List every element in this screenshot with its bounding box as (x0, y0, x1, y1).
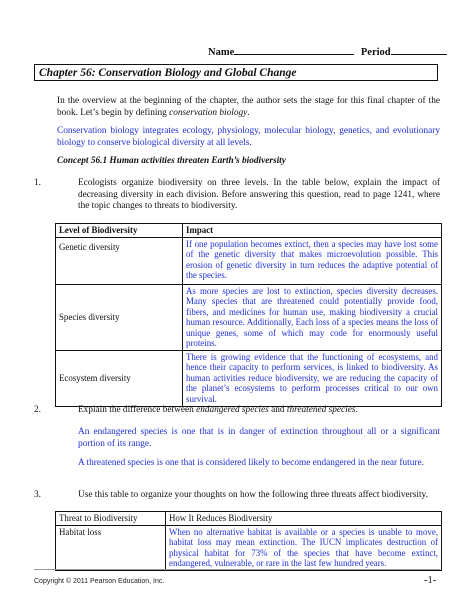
q3-text: Use this table to organize your thoughts on how the following three threats affect biodiversity. (78, 490, 428, 500)
q1-number: 1. (34, 178, 41, 188)
intro-text-end: . (247, 107, 250, 118)
q2-term-endangered: endangered species (196, 405, 269, 415)
q2-number: 2. (34, 405, 41, 415)
table-row (56, 284, 442, 350)
table-row (56, 350, 442, 406)
q2-answer-threatened: A threatened species is one that is considered likely to become endangered in the near future. (78, 458, 424, 468)
footer-divider (34, 569, 440, 570)
table-header-row (56, 224, 442, 238)
name-label: Name (208, 47, 235, 58)
q2-text (78, 405, 440, 417)
threats-table (55, 511, 442, 571)
col-header-threat: Threat to Biodiversity (56, 512, 166, 526)
level-cell: Species diversity (56, 284, 183, 350)
impact-cell[interactable]: As more species are lost to extinction, species diversity decreases. Many species that are threatened could potentially provide food, fibers, and medicines for human use, making biodiversity a crucial human resource. Additionally, Each loss of a species means the loss of unique genes, some of which may code for enormously useful proteins. (183, 284, 442, 350)
q2-answer-endangered: An endangered species is one that is in danger of extinction throughout all or a significant portion of its range. (78, 427, 440, 449)
table-row (56, 525, 442, 570)
name-blank[interactable] (234, 44, 354, 55)
intro-answer: Conservation biology integrates ecology, physiology, molecular biology, genetics, and evolutionary biology to conserve biological diversity at all levels. (57, 126, 440, 148)
period-blank[interactable] (391, 44, 447, 55)
chapter-title: Chapter 56: Conservation Biology and Global Change (34, 64, 438, 81)
intro-term: conservation biology (169, 107, 248, 118)
table-header-row (56, 512, 442, 526)
answer-cell[interactable]: When no alternative habitat is available or a species is unable to move, habitat loss may mean extinction. The IUCN implicates destruction of physical habitat for 73% of the species that have become extinct, endangered, vulnerable, or rare in the last few hundred years. (166, 525, 442, 570)
col-header-how: How It Reduces Biodiversity (166, 512, 442, 526)
biodiversity-table (55, 223, 442, 407)
q2-text-end: . (355, 405, 358, 415)
q1-text: Ecologists organize biodiversity on three levels. In the table below, explain the impact of decreasing diversity in each division. Before answering this question, read to page 1241, where the topic changes to threats to biodiversity. (78, 178, 440, 211)
intro-paragraph (57, 96, 440, 119)
page-number: -1- (424, 575, 437, 586)
table-row (56, 237, 442, 284)
col-header-level: Level of Biodiversity (56, 224, 183, 238)
level-cell: Ecosystem diversity (56, 350, 183, 406)
intro-text: In the overview at the beginning of the chapter, the author sets the stage for this final chapter of the book. Let’s begin by defining (57, 96, 440, 118)
concept-heading: Concept 56.1 Human activities threaten Earth’s biodiversity (57, 156, 286, 166)
name-period-header (208, 44, 447, 58)
copyright-notice: Copyright © 2011 Pearson Education, Inc. (34, 578, 165, 585)
q2-text-start: Explain the difference between (78, 405, 197, 415)
impact-cell[interactable]: There is growing evidence that the functioning of ecosystems, and hence their capacity to perform services, is linked to biodiversity. As human activities reduce biodiversity, we are reducing the capacity of the planet’s ecosystems to perform processes critical to our own survival. (183, 350, 442, 406)
period-label: Period (360, 47, 391, 58)
impact-cell[interactable]: If one population becomes extinct, then a species may have lost some of the genetic diversity that makes microevolution possible. This erosion of genetic diversity in turn reduces the adaptive potential of the species. (183, 237, 442, 284)
q3-number: 3. (34, 490, 41, 500)
level-cell: Genetic diversity (56, 237, 183, 284)
q2-text-mid: and (268, 405, 287, 415)
col-header-impact: Impact (183, 224, 442, 238)
q2-term-threatened: threatened species (286, 405, 356, 415)
threat-cell: Habitat loss (56, 525, 166, 570)
